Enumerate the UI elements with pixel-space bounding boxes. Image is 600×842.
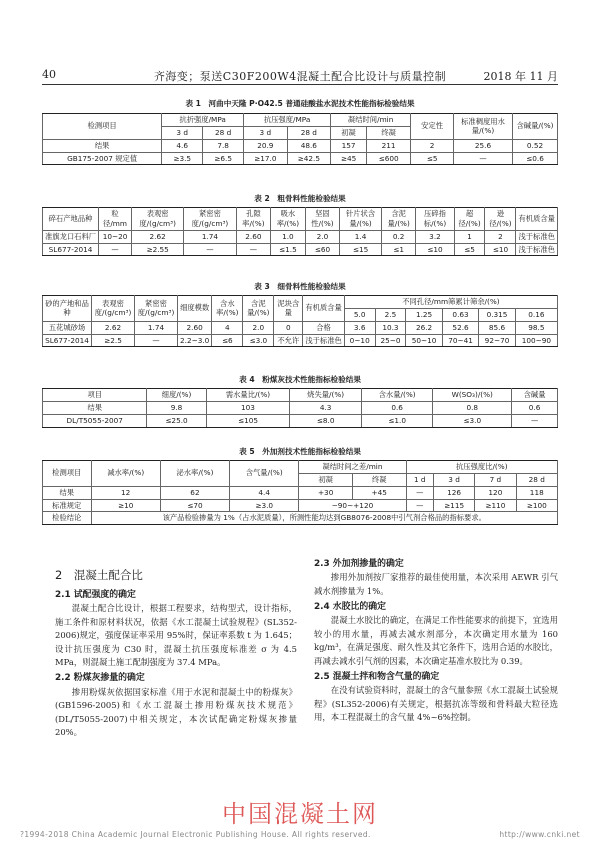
table-cell: 0.6 (512, 401, 558, 414)
table5-admixture (42, 460, 558, 525)
table-cell: 2 (411, 139, 454, 152)
table-cell: 4.6 (162, 139, 203, 152)
column-header: 有机质含量 (516, 208, 558, 231)
table-cell: 25.6 (454, 139, 513, 152)
table-row (43, 512, 558, 525)
table-cell: ≤3.0 (243, 334, 274, 347)
table3-caption: 表 3 细骨料性能检验结果 (254, 282, 346, 291)
table-cell: 52.6 (442, 321, 478, 334)
running-header (42, 68, 558, 85)
table-row (43, 152, 558, 165)
column-header: 超径/(%) (454, 208, 485, 231)
table-cell: 10.3 (375, 321, 406, 334)
left-column (55, 566, 297, 740)
table-cell: — (406, 499, 433, 512)
table1-cement (42, 113, 558, 165)
table-cell: ≤1.5 (271, 243, 306, 256)
t1-h-set: 凝结时间/min (331, 114, 411, 127)
table-cell: 1.74 (135, 321, 178, 334)
t5-h-water: 减水率/(%) (91, 461, 160, 487)
table-cell: ≤1.0 (361, 414, 432, 427)
table-cell: 2.2~3.0 (178, 334, 212, 347)
table-cell: — (236, 243, 271, 256)
subsection-heading: 2.5 混凝土拌和物含气量的确定 (314, 671, 440, 682)
table-cell: 4 (212, 321, 243, 334)
t3-h-origin: 砂的产地和品种 (43, 296, 92, 322)
t5-h-comp: 抗压强度比/(%) (406, 461, 557, 474)
subsection-heading: 2.3 外加剂掺量的确定 (314, 559, 404, 569)
t5-h-air: 含气量/(%) (230, 461, 299, 487)
table-row (43, 401, 558, 414)
table-cell: 20.9 (244, 139, 288, 152)
table-cell: 浅于标准色 (303, 334, 344, 347)
t5-h-day: 28 d (516, 473, 557, 486)
table-cell: 不允许 (274, 334, 303, 347)
t5-h-final: 终凝 (352, 473, 406, 486)
column-header: 含水量/(%) (361, 389, 432, 402)
t5-h-item: 检测项目 (43, 461, 92, 487)
table-cell: 1.0 (271, 230, 306, 243)
table-cell: 2.62 (131, 230, 183, 243)
table-cell: 98.5 (515, 321, 557, 334)
table-row (43, 334, 558, 347)
table4-fly-ash (42, 388, 558, 428)
table-cell: 4.3 (290, 401, 361, 414)
table-cell: GB175-2007 规定值 (43, 152, 162, 165)
column-header: 0.315 (479, 308, 515, 321)
table-cell: DL/T5055-2007 (43, 414, 147, 427)
table-cell: ≤5 (411, 152, 454, 165)
table-cell: 合格 (303, 321, 344, 334)
paragraph: 掺用外加剂按厂家推荐的最佳使用量，本次采用 AEWR 引气减水剂掺量为 1%。 (314, 572, 558, 597)
t5-h-day: 7 d (475, 473, 516, 486)
column-header: 含泥量/(%) (381, 208, 416, 231)
table5-caption: 表 5 外加剂技术性能指标检验结果 (239, 447, 361, 456)
table-cell: 五花城砂场 (43, 321, 92, 334)
table-cell: 0.6 (361, 401, 432, 414)
table-cell: +45 (352, 486, 406, 499)
table-cell: ≥42.5 (287, 152, 331, 165)
t1-h-3d: 3 d (244, 126, 288, 139)
table-cell: ≤600 (367, 152, 411, 165)
table-cell: ≥10 (91, 499, 160, 512)
table-cell: ≤5 (454, 243, 485, 256)
table-cell: 结果 (43, 139, 162, 152)
table-cell: ≥2.55 (131, 243, 183, 256)
table-row (43, 243, 558, 256)
table2-caption: 表 2 粗骨料性能检验结果 (254, 194, 346, 203)
t3-h-moisture: 含水率/(%) (212, 296, 243, 322)
section-heading: 2 混凝土配合比 (55, 568, 143, 582)
table-cell: 2.60 (178, 321, 212, 334)
column-header: 0.63 (442, 308, 478, 321)
column-header: 0.16 (515, 308, 557, 321)
table3-fine-aggregate (42, 295, 558, 347)
column-header: 针片状含量/(%) (340, 208, 382, 231)
t5-h-set: 凝结时间之差/min (299, 461, 406, 474)
t3-h-sieve: 不同孔径/mm筛累计筛余/(%) (344, 296, 557, 309)
column-header: 表观密度/(g/cm³) (131, 208, 183, 231)
t1-h-comp: 抗压强度/MPa (244, 114, 331, 127)
t5-conclusion-text: 该产品检验掺量为 1%（占水泥质量），所测性能均达到GB8076-2008中引气剂合格品的指标要求。 (91, 512, 557, 525)
paragraph: 掺用粉煤灰依据国家标准《用于水泥和混凝土中的粉煤灰》(GB1596-2005)和《水工混凝土掺用粉煤灰技术规范》(DL/T5055-2007)中相关规定，本次试配确定粉煤灰掺量 20%。 (55, 686, 297, 738)
table-cell: 1.74 (184, 230, 236, 243)
table2-coarse-aggregate (42, 207, 558, 256)
column-header: 项目 (43, 389, 147, 402)
t1-h-item: 检测项目 (43, 114, 162, 140)
table-cell: 25~0 (375, 334, 406, 347)
table-cell: — (184, 243, 236, 256)
t1-h-3d: 3 d (162, 126, 203, 139)
t1-h-sound: 安定性 (411, 114, 454, 140)
table-cell: 70~41 (442, 334, 478, 347)
table-cell: ≥115 (433, 499, 474, 512)
table-cell: 浅于标准色 (516, 243, 558, 256)
table-cell: ≥6.5 (203, 152, 244, 165)
t5-h-day: 3 d (433, 473, 474, 486)
table-cell: 结果 (43, 486, 92, 499)
table-cell: 85.6 (479, 321, 515, 334)
table-cell: ≥110 (475, 499, 516, 512)
table-cell: 1 (454, 230, 485, 243)
table-cell: ≤3.0 (433, 414, 512, 427)
t1-h-consist: 标准稠度用水量/(%) (454, 114, 513, 140)
table-cell: 0 (274, 321, 303, 334)
column-header: 压碎指标/(%) (416, 208, 454, 231)
column-header: 需水量比/(%) (206, 389, 290, 402)
t1-h-28d: 28 d (287, 126, 331, 139)
t3-h-apparent: 表观密度/(g/cm³) (92, 296, 135, 322)
table-cell: 157 (331, 139, 367, 152)
table-cell: 2.0 (243, 321, 274, 334)
table-cell: 0~10 (344, 334, 375, 347)
table-cell: 2 (485, 230, 516, 243)
table-row (43, 499, 558, 512)
issue-date: 2018 年 11 月 (483, 70, 558, 83)
table1-caption: 表 1 河曲中天隆 P·O42.5 普通硅酸盐水泥技术性能指标检验结果 (185, 99, 415, 108)
t3-h-fineness: 细度模数 (178, 296, 212, 322)
t5-h-bleed: 泌水率/(%) (160, 461, 229, 487)
t3-h-clay: 泥块含量 (274, 296, 303, 322)
table-cell: — (135, 334, 178, 347)
table-cell: ≥2.5 (92, 334, 135, 347)
table-cell: ≥3.5 (162, 152, 203, 165)
table-cell: — (406, 486, 433, 499)
table-cell: ≤0.6 (513, 152, 558, 165)
table-row (43, 486, 558, 499)
table-cell: 120 (475, 486, 516, 499)
column-header: 逊径/(%) (485, 208, 516, 231)
paragraph: 混凝土配合比设计，根据工程要求，结构型式，设计指标，施工条件和原材料状况，依据《水工混凝土试验规程》(SL352-2006)规定，强度保证率采用 95%时，保证率系数 t 为 1.645；设计抗压强度为 C30 时，混凝土抗压强度标准差 σ 为 4.5 MPa，则混凝土施工配制强度为 37.4 MPa。 (55, 603, 297, 668)
table-cell: 7.8 (203, 139, 244, 152)
table-row (43, 139, 558, 152)
t3-h-packed: 紧密密度/(g/cm³) (135, 296, 178, 322)
column-header: 碎石产地品种 (43, 208, 99, 231)
table-cell: ≤60 (305, 243, 340, 256)
t1-h-alkali: 含碱量/(%) (513, 114, 558, 140)
subsection-heading: 2.2 粉煤灰掺量的确定 (55, 673, 145, 684)
page-number: 40 (42, 68, 56, 81)
column-header: W(SO₃)/(%) (433, 389, 512, 402)
column-header: 吸水率/(%) (271, 208, 306, 231)
table-cell: 0.52 (513, 139, 558, 152)
table-cell: SL677-2014 (43, 243, 99, 256)
column-header: 烧失量/(%) (290, 389, 361, 402)
table-cell: 118 (516, 486, 557, 499)
table-cell: SL677-2014 (43, 334, 92, 347)
table-cell: 1.4 (340, 230, 382, 243)
table-row (43, 321, 558, 334)
column-header: 孔隙率/(%) (236, 208, 271, 231)
table-cell: 结果 (43, 401, 147, 414)
table-cell: 9.8 (147, 401, 206, 414)
table-cell: 50~10 (406, 334, 442, 347)
table-cell: 2.0 (305, 230, 340, 243)
table-cell: ≤70 (160, 499, 229, 512)
column-header: 紧密密度/(g/cm³) (184, 208, 236, 231)
table-cell: — (99, 243, 132, 256)
table-cell: ≤10 (416, 243, 454, 256)
table-cell: 0.2 (381, 230, 416, 243)
column-header: 坚固性/(%) (305, 208, 340, 231)
table-cell: ≤15 (340, 243, 382, 256)
table4-caption: 表 4 粉煤灰技术性能指标检验结果 (239, 375, 361, 384)
table-cell: ≥3.0 (230, 499, 299, 512)
table-cell: 浅于标准色 (516, 230, 558, 243)
table-cell: 92~70 (479, 334, 515, 347)
column-header: 细度/(%) (147, 389, 206, 402)
t3-h-mud: 含泥量/(%) (243, 296, 274, 322)
table-cell: 26.2 (406, 321, 442, 334)
table-row (43, 230, 558, 243)
table-cell: 103 (206, 401, 290, 414)
table-cell: ≤6 (212, 334, 243, 347)
table-cell: 2.60 (236, 230, 271, 243)
paragraph: 在没有试验资料时，混凝土的含气量参照《水工混凝土试验规程》(SL352-2006)有关规定，根据抗冻等级和骨料最大粒径选用，本工程混凝土的含气量 4%~6%控制。 (314, 684, 558, 723)
column-header: 粒径/mm (99, 208, 132, 231)
table-cell: ≤105 (206, 414, 290, 427)
table-cell: 3.6 (344, 321, 375, 334)
t1-h-28d: 28 d (203, 126, 244, 139)
table-cell: 12 (91, 486, 160, 499)
table-cell: ≤8.0 (290, 414, 361, 427)
footer-url: http://www.cnki.net (499, 830, 580, 839)
column-header: 2.5 (375, 308, 406, 321)
right-column (314, 556, 558, 725)
subsection-heading: 2.4 水胶比的确定 (314, 601, 387, 612)
table-cell: 126 (433, 486, 474, 499)
table-cell: +30 (299, 486, 353, 499)
table-cell: −90~+120 (299, 499, 406, 512)
t5-h-day: 1 d (406, 473, 433, 486)
table-cell: 100~90 (515, 334, 557, 347)
table-cell: 准旗龙口石料厂 (43, 230, 99, 243)
t1-h-final: 终凝 (367, 126, 411, 139)
table-cell: ≤1 (381, 243, 416, 256)
running-title: 齐海变；泵送C30F200W4混凝土配合比设计与质量控制 (153, 70, 447, 83)
t1-h-initial: 初凝 (331, 126, 367, 139)
subsection-heading: 2.1 试配强度的确定 (55, 589, 136, 600)
table-cell: 4.4 (230, 486, 299, 499)
table-cell: 62 (160, 486, 229, 499)
table-cell: ≥45 (331, 152, 367, 165)
paragraph: 混凝土水胶比的确定，在满足工作性能要求的前提下，宜选用较小的用水量，再减去减水剂部分，本次确定用水量为 160 kg/m³，在满足强度、耐久性及其它条件下，选用合适的水胶比，再减去减水引气剂的因素，本次确定基准水胶比为 0.39。 (314, 615, 558, 666)
copyright-notice: ?1994-2018 China Academic Journal Electronic Publishing House. All rights reserved. (20, 830, 371, 839)
column-header: 含碱量 (512, 389, 558, 402)
table-cell: — (512, 414, 558, 427)
table-cell: ≥100 (516, 499, 557, 512)
table-cell: 2.62 (92, 321, 135, 334)
watermark: 中国混凝土网 (222, 800, 378, 828)
table-cell: ≤25.0 (147, 414, 206, 427)
t1-h-flex: 抗折强度/MPa (162, 114, 244, 127)
table-cell: 48.6 (287, 139, 331, 152)
table-cell: 211 (367, 139, 411, 152)
column-header: 5.0 (344, 308, 375, 321)
t3-h-organic: 有机质含量 (303, 296, 344, 322)
table-cell: 标准规定 (43, 499, 92, 512)
column-header: 1.25 (406, 308, 442, 321)
table-cell: 3.2 (416, 230, 454, 243)
table-cell: ≥17.0 (244, 152, 288, 165)
table-row (43, 414, 558, 427)
t5-conclusion-label: 检验结论 (43, 512, 92, 525)
table-cell: — (454, 152, 513, 165)
table-cell: 0.8 (433, 401, 512, 414)
t5-h-initial: 初凝 (299, 473, 353, 486)
table-cell: ≤10 (485, 243, 516, 256)
table-cell: 10~20 (99, 230, 132, 243)
